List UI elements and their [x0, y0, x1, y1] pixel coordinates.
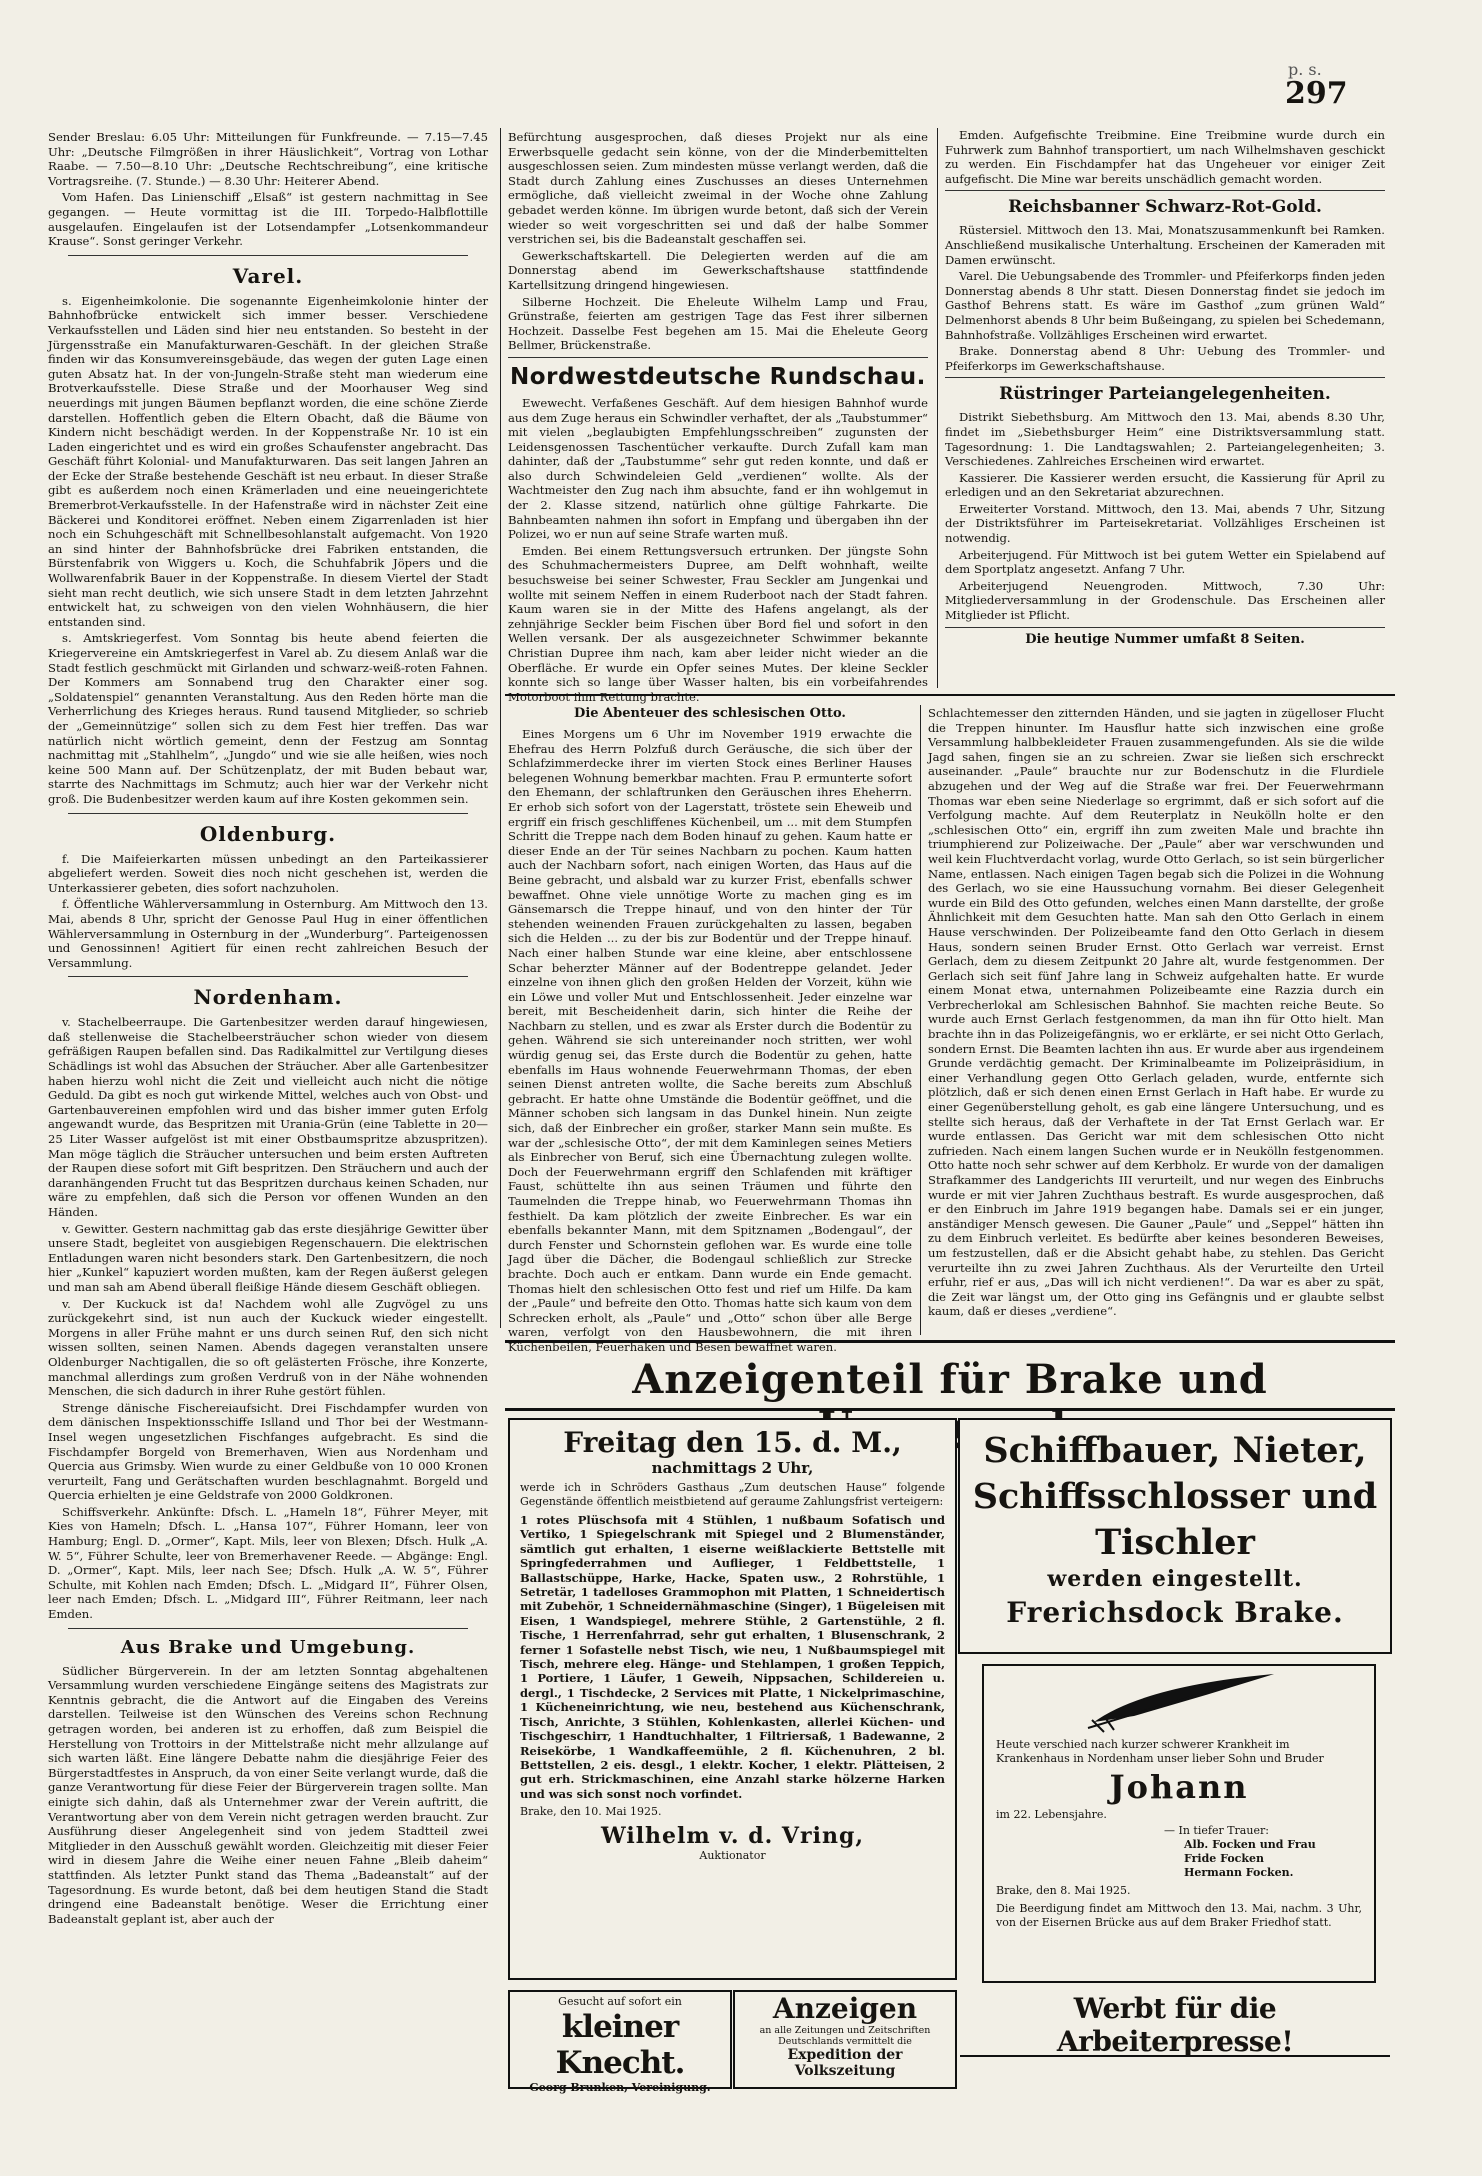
- auction-intro: werde ich in Schröders Gasthaus „Zum deutschen Hause“ folgende Gegenstände öffentlich meistbietend auf geraume Zahlungsfrist verteigern:: [520, 1481, 945, 1508]
- story-text-left: Eines Morgens um 6 Uhr im November 1919 erwachte die Ehefrau des Herrn Polzfuß durch Geräusche, die sich über der Schlafzimmerdecke ihrer im vierten Stock eines Berliner Hauses belegenen Wohnung bemerkbar machten. Frau P. ermunterte sofort den Ehemann, der schlaftrunken den Geräuschen ihres Eheherrn. Er erhob sich sofort von der Lagerstatt, tröstete sein Eheweib und ergriff ein frisch geschliffenes Küchenbeil, um ... mit dem Stumpfen Schritt die Treppe nach dem Boden hinauf zu gehen. Kaum hatte er dieser Ende an der Tür seines Nachbarn zu pochen. Kaum hatten auch der Nachbarn sofort, nach einigen Worten, das Haus auf die Beine gebracht, und alsbald war zu kurzer Frist, ebenfalls schwer bewaffnet. Ohne viele unnötige Worte zu machen ging es im Gänsemarsch die Treppe hinauf, und von den hinter der Tür stehenden weinenden Frauen zurückgehalten zu lassen, begaben sich die Helden ... zu der bis zur Bodentür und der Treppe hinauf. Nach einer halben Stunde war eine kleine, aber entschlossene Schar beherzter Männer auf der Bodentreppe gelandet. Jeder einzelne von ihnen glich den großen Helden der Vorzeit, kühn wie ein Löwe und voller Mut und Entschlossenheit. Jeder einzelne war bereit, mit Bescheidenheit darin, sich hinter die Reihe der Nachbarn zu stellen, und es zwar als Erster durch die Bodentür zu gehen. Während sie sich untereinander noch stritten, wer wohl würdig genug sei, das Erste durch die Bodentür zu gehen, hatte ebenfalls im Haus wohnende Feuerwehrmann Thomas, der eben seinen Dienst antreten wollte, die Sache bereits zum Abschluß gebracht. Er hatte ohne Umstände die Bodentür geöffnet, und die Männer schoben sich langsam in das Dunkel hinein. Nun zeigte sich, daß der Einbrecher ein großer, starker Mann sein mußte. Es war der „schlesische Otto“, der mit dem Kaminlegen seines Metiers als Einbrecher von Beruf, sich eine Übernachtung zulegen wollte. Doch der Feuerwehrmann ergriff den Schlafenden mit kräftiger Faust, schüttelte ihn aus seinen Träumen und führte den Taumelnden die Treppe hinab, wo Feuerwehrmann Thomas ihn festhielt. Da kam plötzlich der zweite Einbrecher. Es war ein ebenfalls bekannter Mann, mit dem Spitznamen „Bodengaul“, der durch Fenster und Schornstein geflohen war. Es wurde eine tolle Jagd über die Dächer, die Bodengaul schließlich zur Strecke brachte. Doch auch er entkam. Dann wurde ein Ende gemacht. Thomas hielt den schlesischen Otto fest und rief um Hilfe. Da kam der „Paule“ und befreite den Otto. Thomas hatte sich kaum von dem Schrecken erholt, als „Paule“ und „Otto“ schon über alle Berge waren, verfolgt von den Hausbewohnern, die mit ihren Küchenbeilen, Feuerhaken und Besen bewaffnet waren.: [508, 727, 912, 1354]
- shipyard-line-2: Schiffsschlosser und: [972, 1476, 1378, 1517]
- section-rule: [505, 694, 1395, 696]
- story-right: [928, 706, 1384, 1331]
- obituary-name: Johann: [1109, 1768, 1249, 1806]
- column-rule: [937, 128, 938, 688]
- anzeigen-ad: [733, 1990, 957, 2089]
- notice-kassierer: Kassierer. Die Kassierer werden ersucht, die Kassierung für April zu erledigen und an den Sekretariat abzurechnen.: [945, 470, 1385, 500]
- anzeigen-body: an alle Zeitungen und Zeitschriften Deutschlands vermittelt die: [759, 2025, 931, 2047]
- heading-varel: Varel.: [232, 263, 304, 288]
- shipyard-line-4: werden eingestellt.: [1047, 1566, 1303, 1592]
- radio-program: Sender Breslau: 6.05 Uhr: Mitteilungen für Funkfreunde. — 7.15—7.45 Uhr: „Deutsche Filmgrößen in ihrer Häuslichkeit“, Vortrag von Lothar Raabe. — 7.50—8.10 Uhr: „Deutsche Rechtschreibung“, eine kritische Vortragsreihe. (7. Stunde.) — 8.30 Uhr: Heiterer Abend.: [48, 130, 488, 188]
- article-hafen: Vom Hafen. Das Linienschiff „Elsaß“ ist gestern nachmittag in See gegangen. — Heute vormittag ist die III. Torpedo-Halbflottille ausgelaufen. Eingelaufen ist der Lotsendampfer „Lotsenkommandeur Krause“. Sonst geringer Verkehr.: [48, 190, 488, 249]
- notice-siebethsburg: Distrikt Siebethsburg. Am Mittwoch den 13. Mai, abends 8.30 Uhr, findet im „Siebethsburger Heim“ eine Distriktsversammlung statt. Tagesordnung: 1. Die Landtagswahlen; 2. Parteiangelegenheiten; 3. Verschiedenes. Zahlreiches Erscheinen wird erwartet.: [945, 410, 1385, 469]
- heading-nordenham: Nordenham.: [193, 985, 343, 1010]
- knecht-ad: [508, 1990, 732, 2094]
- article-treibmine: Emden. Aufgefischte Treibmine. Eine Treibmine wurde durch ein Fuhrwerk zum Bahnhof transportiert, um nach Wilhelmshaven geschickt zu werden. Ein Fischdampfer hat das Ungeheuer vor einiger Zeit aufgefischt. Die Mine war bereits unschädlich gemacht worden.: [945, 128, 1385, 186]
- obituary-age: im 22. Lebensjahre.: [996, 1808, 1107, 1821]
- heading-brake: Aus Brake und Umgebung.: [120, 1636, 416, 1658]
- notice-vorstand: Erweiterter Vorstand. Mittwoch, den 13. Mai, abends 7 Uhr, Sitzung der Distriktsführer im Parteisekretariat. Vollzähliges Erscheinen ist notwendig.: [945, 501, 1385, 546]
- knecht-main: kleiner Knecht.: [555, 2009, 685, 2081]
- article-silberhochzeit: Silberne Hochzeit. Die Eheleute Wilhelm Lamp und Frau, Grünstraße, feierten am gestrigen Tage das Fest ihrer silbernen Hochzeit. Dasselbe Fest begehen am 15. Mai die Eheleute Georg Bellmer, Brückenstraße.: [508, 294, 928, 353]
- auctioneer-role: Auktionator: [699, 1849, 766, 1863]
- article-emden-rettung: Emden. Bei einem Rettungsversuch ertrunken. Der jüngste Sohn des Schuhmachermeisters Dupree, am Delft wohnhaft, weilte besuchsweise bei seiner Schwester, Frau Seckler am Jungenkai und wollte mit seinem Neffen in einem Ruderboot nach der Stadt fahren. Kaum waren sie in der Mitte des Hafens angelangt, als der zehnjährige Seckler beim Fischen über Bord fiel und sofort in den Wellen versank. Der als ausgezeichneter Schwimmer bekannte Christian Dupree ihm nach, kam aber leider nicht wieder an die Oberfläche. Er wurde ein Opfer seines Mutes. Der kleine Seckler konnte sich so lange über Wasser halten, bis ein vorbeifahrendes Motorboot ihm Rettung brachte.: [508, 543, 928, 704]
- column-rule: [500, 128, 501, 1328]
- divider: [508, 357, 928, 358]
- obituary-family-2: Fride Focken: [1184, 1852, 1264, 1865]
- obituary-mourn: — In tiefer Trauer:: [1164, 1824, 1269, 1837]
- page-mark: p. s.: [1288, 60, 1322, 79]
- notice-brake: Brake. Donnerstag abend 8 Uhr: Uebung des Trommler- und Pfeiferkorps im Gewerkschaftshause.: [945, 344, 1385, 373]
- column-3: [945, 128, 1385, 688]
- story-left: [508, 706, 912, 1354]
- article-oldenburg-2: f. Öffentliche Wählerversammlung in Osternburg. Am Mittwoch den 13. Mai, abends 8 Uhr, spricht der Genosse Paul Hug in einer öffentlichen Wählerversammlung in Osternburg in der „Wunderburg“. Parteigenossen und Genossinnen! Agitiert für einen recht zahlreichen Besuch der Versammlung.: [48, 897, 488, 970]
- divider: [945, 627, 1385, 628]
- article-nordenham-1: v. Stachelbeerraupe. Die Gartenbesitzer werden darauf hingewiesen, daß stellenweise die Stachelbeersträucher schon wieder von diesem gefräßigen Raupen befallen sind. Das Radikalmittel zur Vertilgung dieses Schädlings ist wohl das Absuchen der Sträucher. Aber alle Gartenbesitzer haben hierzu wohl nicht die Zeit und vielleicht auch nicht die nötige Geduld. Da gibt es noch gut wirkende Mittel, welches auch von Obst- und Gartenbauvereinen empfohlen wird und das bisher immer guten Erfolg angewandt wurde, das Bespritzen mit Urania-Grün (eine Tablette in 20—25 Liter Wasser aufgelöst ist mit einer Obstbaumspritze abzuspritzen). Man möge täglich die Sträucher untersuchen und beim ersten Auftreten der Raupen diese sofort mit Gift bespritzen. Den Sträuchern und auch der daranhängenden Frucht tut das Bespritzen durchaus keinen Schaden, nur wäre zu empfehlen, daß sich die Person vor offenen Wunden an den Händen.: [48, 1015, 488, 1219]
- divider: [945, 377, 1385, 378]
- palm-frond-icon: [1074, 1666, 1284, 1736]
- article-brake-1: Südlicher Bürgerverein. In der am letzten Sonntag abgehaltenen Versammlung wurden verschiedene Eingänge seitens des Magistrats zur Kenntnis gebracht, die die Antwort auf die Eingaben des Vereins darstellen. Teilweise ist den Wünschen des Vereins schon Rechnung getragen worden, bei anderen ist zu erhoffen, daß zum Beispiel die Herstellung von Trottoirs in der Mittelstraße nicht mehr allzulange auf sich warten läßt. Eine längere Debatte nahm die diesjährige Feier des Bürgerstadtfestes in Anspruch, da von einer Seite verlangt wurde, daß die ganze Verantwortung für diese Feier der Bürgerverein tragen sollte. Man einigte sich dahin, daß als Unternehmer zwar der Verein auftritt, die Verantwortung aber von dem Verein nicht getragen werden braucht. Zur Ausführung dieser Angelegenheit sind von jedem Stadtteil zwei Mitglieder in den Ausschuß gewählt worden. Gleichzeitig mit dieser Feier wird in diesem Jahre die Weihe einer neuen Fahne „Bleib daheim“ stattfinden. Als letzter Punkt stand das Thema „Badeanstalt“ auf der Tagesordnung. Es wurde betont, daß bei dem heutigen Stand die Stadt dringend eine Badeanstalt benötige. Weser die Errichtung einer Badeanstalt geplant ist, aber auch der: [48, 1663, 488, 1926]
- obituary-family-3: Hermann Focken.: [1184, 1866, 1294, 1879]
- column-2: [508, 130, 928, 704]
- anzeigen-footer: Expedition der Volkszeitung: [787, 2047, 903, 2079]
- heading-rundschau: Nordwestdeutsche Rundschau.: [510, 363, 926, 390]
- obituary-ad: [982, 1664, 1376, 1983]
- heading-parteiangelegenheiten: Rüstringer Parteiangelegenheiten.: [999, 384, 1331, 405]
- divider: [68, 1628, 468, 1629]
- article-oldenburg-1: f. Die Maifeierkarten müssen unbedingt an den Parteikassierer abgeliefert werden. Soweit dies noch nicht geschehen ist, werden die Unterkassierer gebeten, dies sofort nachzuholen.: [48, 851, 488, 895]
- heading-reichsbanner: Reichsbanner Schwarz-Rot-Gold.: [1008, 197, 1322, 218]
- obituary-place-date: Brake, den 8. Mai 1925.: [996, 1884, 1131, 1897]
- article-ewewecht: Ewewecht. Verfaßenes Geschäft. Auf dem hiesigen Bahnhof wurde aus dem Zuge heraus ein Schwindler verhaftet, der als „Taubstummer“ mit vielen „beglaubigten Empfehlungsschreiben“ zugunsten der Leidensgenossen Taschentücher verkaufte. Durch Zufall kam man dahinter, daß der „Taubstumme“ sehr gut reden konnte, und daß er also durch Schwindeleien Geld „verdienen“ wollte. Als der Wachtmeister den Zug nach ihm absuchte, fand er ihn wohlgemut in der 2. Klasse sitzend, natürlich ohne gültige Fahrkarte. Die Bahnbeamten nahmen ihn sofort in Empfang und übergaben ihn der Polizei, wo er nun auf seine Strafe warten muß.: [508, 395, 928, 542]
- shipyard-company: Frerichsdock Brake.: [1006, 1596, 1344, 1629]
- article-varel-2: s. Amtskriegerfest. Vom Sonntag bis heute abend feierten die Kriegervereine ein Amtskriegerfest in Varel ab. Zu diesem Anlaß war die Stadt festlich geschmückt mit Girlanden und schwarz-weiß-roten Fahnen. Der Kommers am Sonnabend trug den Charakter einer sog. „Soldatenspiel“ genannten Veranstaltung. Aus den Reden hörte man die Verherrlichung des Krieges heraus. Rund tausend Mitglieder, so schrieb der „Gemeinnützige“ sollen sich zu dem Fest hier treffen. Das war natürlich nicht wörtlich gemeint, denn der Festzug am Sonntag nachmittag mit „Stahlhelm“, „Jungdo“ und wie sie alle heißen, wies noch keine 500 Mann auf. Der Schützenplatz, der mit Buden bebaut war, starrte des Nachmittags im Schmutz; auch hier war der Verkehr nicht groß. Die Budenbesitzer werden kaum auf ihre Kosten gekommen sein.: [48, 631, 488, 806]
- divider: [68, 976, 468, 977]
- shipyard-ad: [958, 1418, 1392, 1654]
- auction-date: Freitag den 15. d. M.,: [563, 1426, 902, 1459]
- divider: [68, 813, 468, 814]
- ad-section-title: Anzeigenteil für Brake und: [632, 1356, 1268, 1403]
- notice-neuengroden: Arbeiterjugend Neuengroden. Mittwoch, 7.30 Uhr: Mitgliederversammlung in der Grodenschule. Das Erscheinen aller Mitglieder ist Pflicht.: [945, 578, 1385, 623]
- knecht-top: Gesucht auf sofort ein: [558, 1995, 682, 2008]
- divider: [945, 190, 1385, 191]
- story-title: Die Abenteuer des schlesischen Otto.: [574, 706, 846, 721]
- shipyard-line-3: Tischler: [1095, 1522, 1255, 1563]
- auction-items: 1 rotes Plüschsofa mit 4 Stühlen, 1 nußbaum Sofatisch und Vertiko, 1 Spiegelschrank mit Spiegel und 2 Blumenständer, sämtlich gut erhalten, 1 eiserne weißlackierte Bettstelle mit Springfederrahmen und Auflieger, 1 Feldbettstelle, 1 Ballastschüppe, Harke, Hacke, Spaten usw., 2 Rohrstühle, 1 Setretär, 1 tadelloses Grammophon mit Platten, 1 Schneidertisch mit Zubehör, 1 Schneidernähmaschine (Singer), 1 Bügeleisen mit Eisen, 1 Wandspiegel, mehrere Stühle, 2 Gartenstühle, 2 fl. Tische, 1 Herrenfahrrad, sehr gut erhalten, 1 Blusenschrank, 2 ferner 1 Sofastelle nebst Tisch, wie neu, 1 Nußbaumspiegel mit Tisch, mehrere eleg. Hänge- und Stehlampen, 1 großen Teppich, 1 Portiere, 1 Läufer, 1 Geweih, Nippsachen, Schildereien u. dergl., 1 Tischdecke, 2 Services mit Platte, 1 Nickelprimaschine, 1 Kücheneinrichtung, wie neu, bestehend aus Küchenschrank, Tisch, Anrichte, 3 Stühlen, Kohlenkasten, allerlei Küchen- und Tischgeschirr, 1 Handtuchhalter, 1 Filtriersaß, 1 Badewanne, 2 Reisekörbe, 1 Wandkaffeemühle, 2 fl. Küchenuhren, 2 bl. Bettstellen, 2 eis. desgl., 1 elektr. Kocher, 1 elektr. Plätteisen, 2 gut erh. Strickmaschinen, eine Anzahl starke hölzerne Harken und was sich sonst noch vorfindet.: [520, 1513, 945, 1801]
- issue-size-note: Die heutige Nummer umfaßt 8 Seiten.: [1025, 631, 1305, 647]
- auction-ad: [508, 1418, 957, 1980]
- ad-section-rule: [505, 1408, 1395, 1411]
- heading-oldenburg: Oldenburg.: [199, 821, 337, 846]
- story-text-right: Schlachtemesser den zitternden Händen, und sie jagten in zügelloser Flucht die Treppen hinunter. Im Hausflur hatte sich inzwischen eine große Versammlung halbbekleideter Frauen zusammengefunden. Als sie die wilde Jagd sahen, fingen sie an zu schreien. Zwar sie ließen sich erschreckt auseinander. „Paule“ brauchte nur zur Bodenschutz in die Flurdiele abzugehen und der Weg auf die Straße war frei. Der Feuerwehrmann Thomas war eben seine Niederlage so ergrimmt, daß er sich sofort auf die Verfolgung machte. Auf dem Reuterplatz in Neukölln holte er den „schlesischen Otto“ ein, ergriff ihn zum zweiten Male und brachte ihn triumphierend zur Polizeiwache. Der „Paule“ aber war verschwunden und weil kein Fluchtverdacht vorlag, wurde Otto Gerlach, so ist sein bürgerlicher Name, entlassen. Nach einigen Tagen begab sich die Polizei in die Wohnung des Gerlach, wo sie eine Haussuchung vornahm. Bei dieser Gelegenheit wurde ein Bild des Otto gefunden, welches einen Mann darstellte, der große Ähnlichkeit mit dem Gesuchten hatte. Man sah den Otto Gerlach in einem Hause verschwinden. Der Polizeibeamte fand den Otto Gerlach in diesem Haus, sondern seinen Bruder Ernst. Otto Gerlach war verreist. Ernst Gerlach, dem zu diesem Zeitpunkt 20 Jahre alt, wurde festgenommen. Der Gerlach sich seit fünf Jahre lang in Schweiz aufgehalten hatte. Er wurde einem Monat etwa, unternahmen Polizeibeamte eine Razzia durch ein Verbrecherlokal am Schlesischen Bahnhof. Sie machten reiche Beute. So wurde auch Ernst Gerlach festgenommen, da man ihn für Otto hielt. Man brachte ihn in das Polizeigefängnis, wo er erklärte, er sei nicht Otto Gerlach, sondern Ernst. Die Beamten lachten ihn aus. Er wurde aber aus irgendeinem Grunde verdächtig gemacht. Der Kriminalbeamte im Polizeipräsidium, in einer Verhandlung gegen Otto Gerlach geladen, wurde, entfernte sich plötzlich, daß er sich denen einen Ernst Gerlach in Haft habe. Er wurde zu einer Gegenüberstellung geholt, es gab eine längere Untersuchung, und es stellte sich heraus, daß der Verhaftete in der Tat Ernst Gerlach war. Er wurde entlassen. Das Gericht war mit dem schlesischen Otto nicht zufrieden. Nach einem langen Suchen wurde er in Neukölln festgenommen. Otto hatte noch sehr schwer auf dem Kerbholz. Er wurde von der damaligen Strafkammer des Landgerichts III verurteilt, und nur wegen des Einbruchs wurde er mit vier Jahren Zuchthaus bestraft. Es wurde ausgesprochen, daß er den Einbruch im Jahre 1919 begangen habe. Damals sei er ein junger, anständiger Mensch gewesen. Die Gauner „Paule“ und „Seppel“ hätten ihn zu dem Einbruch verleitet. Es bedürfte aber keines besonderen Beweises, um festzustellen, daß er die Absicht gehabt habe, zu stehlen. Das Gericht verurteilte ihn zu zwei Jahren Zuchthaus. Als der Verurteilte den Urteil erfuhr, rief er aus, „Das will ich nicht verdienen!“. Da war es aber zu spät, die Zeit war längst um, der Otto ging ins Gefängnis und er glaubte selbst kaum, daß er dieses „verdiene“.: [928, 706, 1384, 1319]
- article-nordenham-2: v. Gewitter. Gestern nachmittag gab das erste diesjährige Gewitter über unsere Stadt, begleitet von ausgiebigen Regenschauern. Die elektrischen Entladungen waren nicht besonders stark. Den Gartenbesitzern, die noch hier „Kunkel“ kapuziert worden mußten, kam der Regen äußerst gelegen und man sah am Abend überall fleißige Hände diesem Geschäft obliegen.: [48, 1221, 488, 1294]
- page-number: 297: [1285, 76, 1348, 111]
- article-nordenham-4: Strenge dänische Fischereiaufsicht. Drei Fischdampfer wurden von dem dänischen Inspektionsschiffe Islland und Thor bei der Westmann-Insel wegen ungesetzlichen Fischfanges aufgebracht. Es sind die Fischdampfer Borgeld von Bremerhaven, Wien aus Nordenham und Quercia aus Grimsby. Wien wurde zu einer Geldbuße von 10 000 Kronen verurteilt, Fang und Gerätschaften wurden beschlagnahmt. Borgeld und Quercia erhielten je eine Geldstrafe von 2000 Goldkronen.: [48, 1400, 488, 1503]
- obituary-intro: Heute verschied nach kurzer schwerer Krankheit im Krankenhaus in Nordenham unser lieber Sohn und Bruder: [996, 1738, 1324, 1765]
- obituary-funeral: Die Beerdigung findet am Mittwoch den 13. Mai, nachm. 3 Uhr, von der Eisernen Brücke aus auf dem Braker Friedhof statt.: [996, 1902, 1362, 1929]
- shipyard-line-1: Schiffbauer, Nieter,: [983, 1430, 1367, 1471]
- article-badeanstalt-cont: Befürchtung ausgesprochen, daß dieses Projekt nur als eine Erwerbsquelle gedacht sein könne, von der die Minderbemittelten ausgeschlossen seien. Zum mindesten müsse verlangt werden, daß die Stadt durch Zahlung eines Zuschusses an dieses Unternehmen ermögliche, daß vielleicht zweimal in der Woche ohne Zahlung gebadet werden könne. Im übrigen wurde betont, daß sich der Verein wieder so weit vorgeschritten sei und daß der halbe Sommer verstrichen sei, bis die Badeanstalt geschaffen sei.: [508, 130, 928, 247]
- anzeigen-title: Anzeigen: [772, 1992, 918, 2025]
- obituary-family-1: Alb. Focken und Frau: [1184, 1838, 1316, 1851]
- ad-section-rule: [505, 1340, 1395, 1343]
- knecht-footer: Georg Brunken, Vereinigung.: [529, 2081, 711, 2094]
- article-varel-1: s. Eigenheimkolonie. Die sogenannte Eigenheimkolonie hinter der Bahnhofbrücke entwickelt sich immer besser. Verschiedene Verkaufsstellen und Läden sind hier neu entstanden. So besteht in der Jürgensstraße ein Manufakturwaren-Geschäft. In der gleichen Straße finden wir das Konsumvereinsgebäude, das wegen der guten Lage einen guten Absatz hat. In der von-Jungeln-Straße steht man wiederum eine Brotverkaufsstelle. Diese Straße und der Moorhauser Weg sind neuerdings mit jungen Bäumen bepflanzt worden, die eine schöne Zierde darstellen. Hoffentlich geben die Eltern Obacht, daß die Bäume von Kindern nicht beschädigt werden. In der Koppenstraße Nr. 10 ist ein Laden eingerichtet und es wird ein großes Schaufenster angebracht. Das Geschäft führt Kolonial- und Manufakturwaren. Das seit langen Jahren an der Ecke der Straße bestehende Geschäft ist neu erbaut. In dieser Straße gibt es außerdem noch einen Krämerladen und eine neueingerichtete Bremerbrot-Verkaufsstelle. In der Hafenstraße wird in nächster Zeit eine Bäckerei und Konditorei eröffnet. Neben einem Zigarrenladen ist hier noch ein Schuhgeschäft mit Schnellbesohlanstalt aufgemacht. Von 1920 an sind hinter der Bahnhofsbrücke drei Fabriken entstanden, die Bürstenfabrik von Wiggers u. Koch, die Schuhfabrik Jöpers und die Wollwarenfabrik Bauer in der Koppenstraße. In diesem Viertel der Stadt sieht man recht deutlich, wie sich unsere Stadt in dem letzten Jahrzehnt entwickelt hat, zu schweigen von den vielen Wohnhäusern, die hier entstanden sind.: [48, 293, 488, 629]
- notice-arbeiterjugend: Arbeiterjugend. Für Mittwoch ist bei gutem Wetter ein Spielabend auf dem Sportplatz angesetzt. Anfang 7 Uhr.: [945, 547, 1385, 577]
- notice-varel: Varel. Die Uebungsabende des Trommler- und Pfeiferkorps finden jeden Donnerstag abends 8 Uhr statt. Diesen Donnerstag findet sie jedoch im Gasthof Behrens statt. Es wäre im Gasthof „zum grünen Wald“ Delmenhorst abends 8 Uhr beim Bußeingang, zu spielen bei Schedemann, Bahnhofstraße. Vollzähliges Erscheinen wird erwartet.: [945, 269, 1385, 342]
- article-gewerkschaftskartell: Gewerkschaftskartell. Die Delegierten werden auf die am Donnerstag abend im Gewerkschaftshause stattfindende Kartellsitzung dringend hingewiesen.: [508, 248, 928, 292]
- auction-place-date: Brake, den 10. Mai 1925.: [520, 1805, 662, 1819]
- column-1: [48, 130, 488, 2070]
- auctioneer-name: Wilhelm v. d. Vring,: [601, 1823, 864, 1850]
- divider: [68, 255, 468, 256]
- column-rule: [920, 705, 921, 1335]
- werbt-slogan: Werbt für die Arbeiterpresse!: [1056, 1992, 1294, 2058]
- article-nordenham-5: Schiffsverkehr. Ankünfte: Dfsch. L. „Hameln 18“, Führer Meyer, mit Kies von Hameln; Dfsch. L. „Hansa 107“, Führer Homann, leer von Hamburg; Engl. D. „Ormer“, Kapt. Mils, leer von Blexen; Dfsch. Hulk „A. W. 5“, Führer Schulte, leer von Bremerhavener Reede. — Abgänge: Engl. D. „Ormer“, Kapt. Mils, leer nach See; Dfsch. Hulk „A. W. 5“, Führer Schulte, mit Kohlen nach Emden; Dfsch. L. „Midgard II“, Führer Olsen, leer nach Emden; Dfsch. L. „Midgard III“, Führer Reitmann, leer nach Emden.: [48, 1504, 488, 1622]
- notice-ruestersiel: Rüstersiel. Mittwoch den 13. Mai, Monatszusammenkunft bei Ramken. Anschließend musikalische Unterhaltung. Erscheinen der Kameraden mit Damen erwünscht.: [945, 223, 1385, 267]
- ad-section-rule: [960, 2055, 1390, 2057]
- auction-time: nachmittags 2 Uhr,: [651, 1459, 814, 1477]
- article-nordenham-3: v. Der Kuckuck ist da! Nachdem wohl alle Zugvögel zu uns zurückgekehrt sind, ist nun auch der Kuckuck wieder eingestellt. Morgens in aller Frühe mahnt er uns durch seinen Ruf, den sich nicht wissen sollten, seinen Namen. Abends dagegen veranstalten unsere Oldenburger Nachtigallen, die so oft gelästerten Frösche, ihre Konzerte, manchmal allerdings zum großen Verdruß von in der Nähe wohnenden Menschen, die sich dadurch in ihrer Ruhe gestört fühlen.: [48, 1296, 488, 1399]
